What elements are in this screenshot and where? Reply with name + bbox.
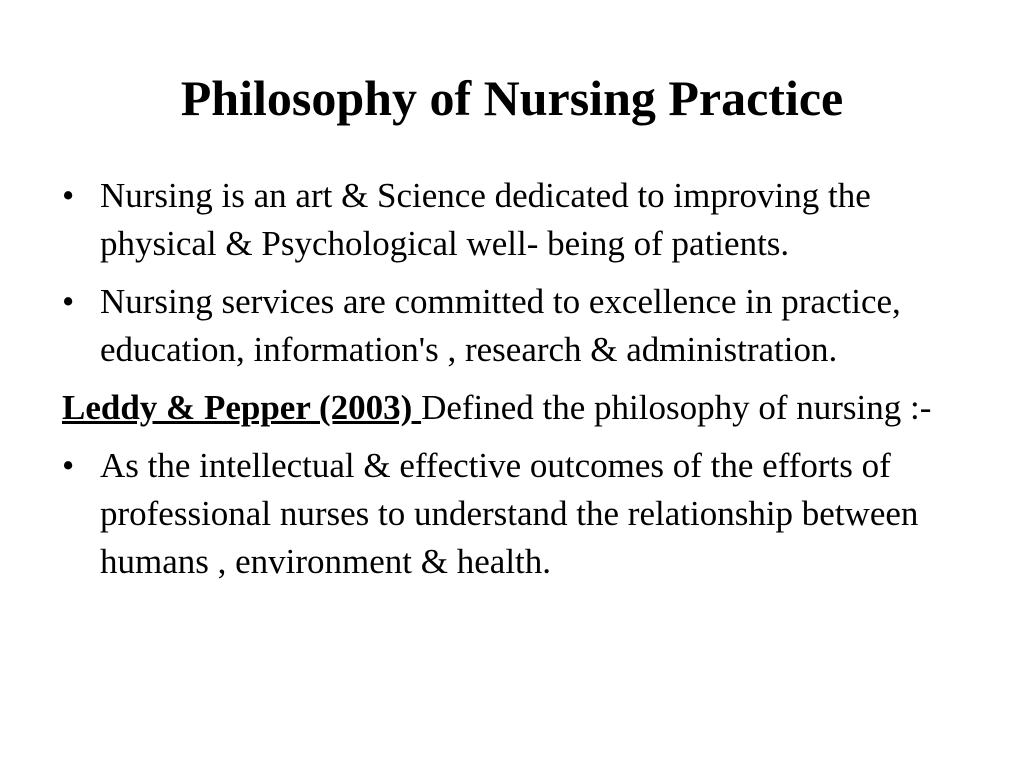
definition-text: Defined the philosophy of nursing :-: [421, 388, 932, 427]
bullet-text: Nursing services are committed to excellence in practice, education, information's , research & administration.: [100, 282, 901, 369]
definition-paragraph: [62, 384, 992, 432]
bullet-item: [62, 278, 992, 374]
bullet-text: As the intellectual & effective outcomes of the efforts of professional nurses to understand the relationship between humans , environment & health.: [100, 446, 919, 581]
bullet-icon: •: [62, 282, 75, 321]
slide-content: [62, 172, 992, 596]
citation-reference: Leddy & Pepper (2003): [62, 388, 422, 427]
bullet-icon: •: [62, 446, 75, 485]
bullet-item: [62, 442, 992, 586]
bullet-icon: •: [62, 176, 75, 215]
slide-title: Philosophy of Nursing Practice: [180, 70, 844, 126]
bullet-item: [62, 172, 992, 268]
bullet-text: Nursing is an art & Science dedicated to improving the physical & Psychological well- being of patients.: [100, 176, 871, 263]
